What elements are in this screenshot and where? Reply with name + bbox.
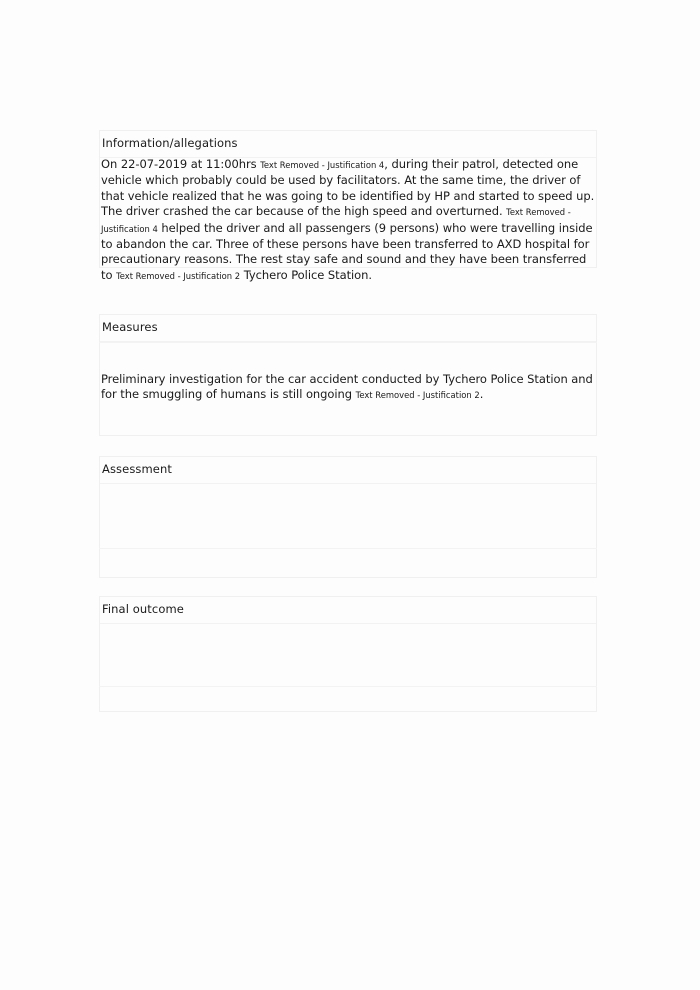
measures-section-title: Measures [102,320,158,334]
info-text-part-1: On 22-07-2019 at 11:00hrs [101,157,261,171]
assessment-section-header [100,457,596,484]
measures-body-text [101,372,599,404]
information-section-title: Information/allegations [102,136,238,150]
redaction-note-3: Text Removed - Justification 2 [116,270,241,281]
measures-divider [99,342,597,343]
final-outcome-section-header [100,597,596,624]
assessment-section-box [99,456,597,578]
redaction-note-4: Text Removed - Justification 2 [355,390,480,401]
info-text-part-3: helped the driver and all passengers (9 persons) who were travelling inside to abandon the car. Three of these persons have been transferred to AXD hospital for precautionary reasons. The rest stay safe and sound and they have been transferred to [101,220,593,282]
measures-section-header [100,315,596,342]
redaction-note-2: Text Removed - Justification 4 [101,207,571,234]
final-outcome-divider [99,686,597,687]
redaction-note-1: Text Removed - Justification 4 [260,160,385,170]
final-outcome-section-title: Final outcome [102,602,184,616]
information-section-header [100,131,596,158]
measures-text-part-1: Preliminary investigation for the car accident conducted by Tychero Police Station and for the smuggling of humans is still ongoing [101,372,593,402]
measures-text-part-2: . [479,387,484,402]
assessment-divider [99,548,597,549]
info-text-part-4: Tychero Police Station. [240,267,373,282]
final-outcome-section-box [99,596,597,712]
info-text-part-2: , during their patrol, detected one vehicle which probably could be used by facilitators. At the same time, the driver of that vehicle realized that he was going to be identified by HP and started to speed up. The driver crashed the car because of the high speed and overturned. [101,157,595,219]
assessment-section-title: Assessment [102,462,172,476]
information-body-text [101,157,599,284]
